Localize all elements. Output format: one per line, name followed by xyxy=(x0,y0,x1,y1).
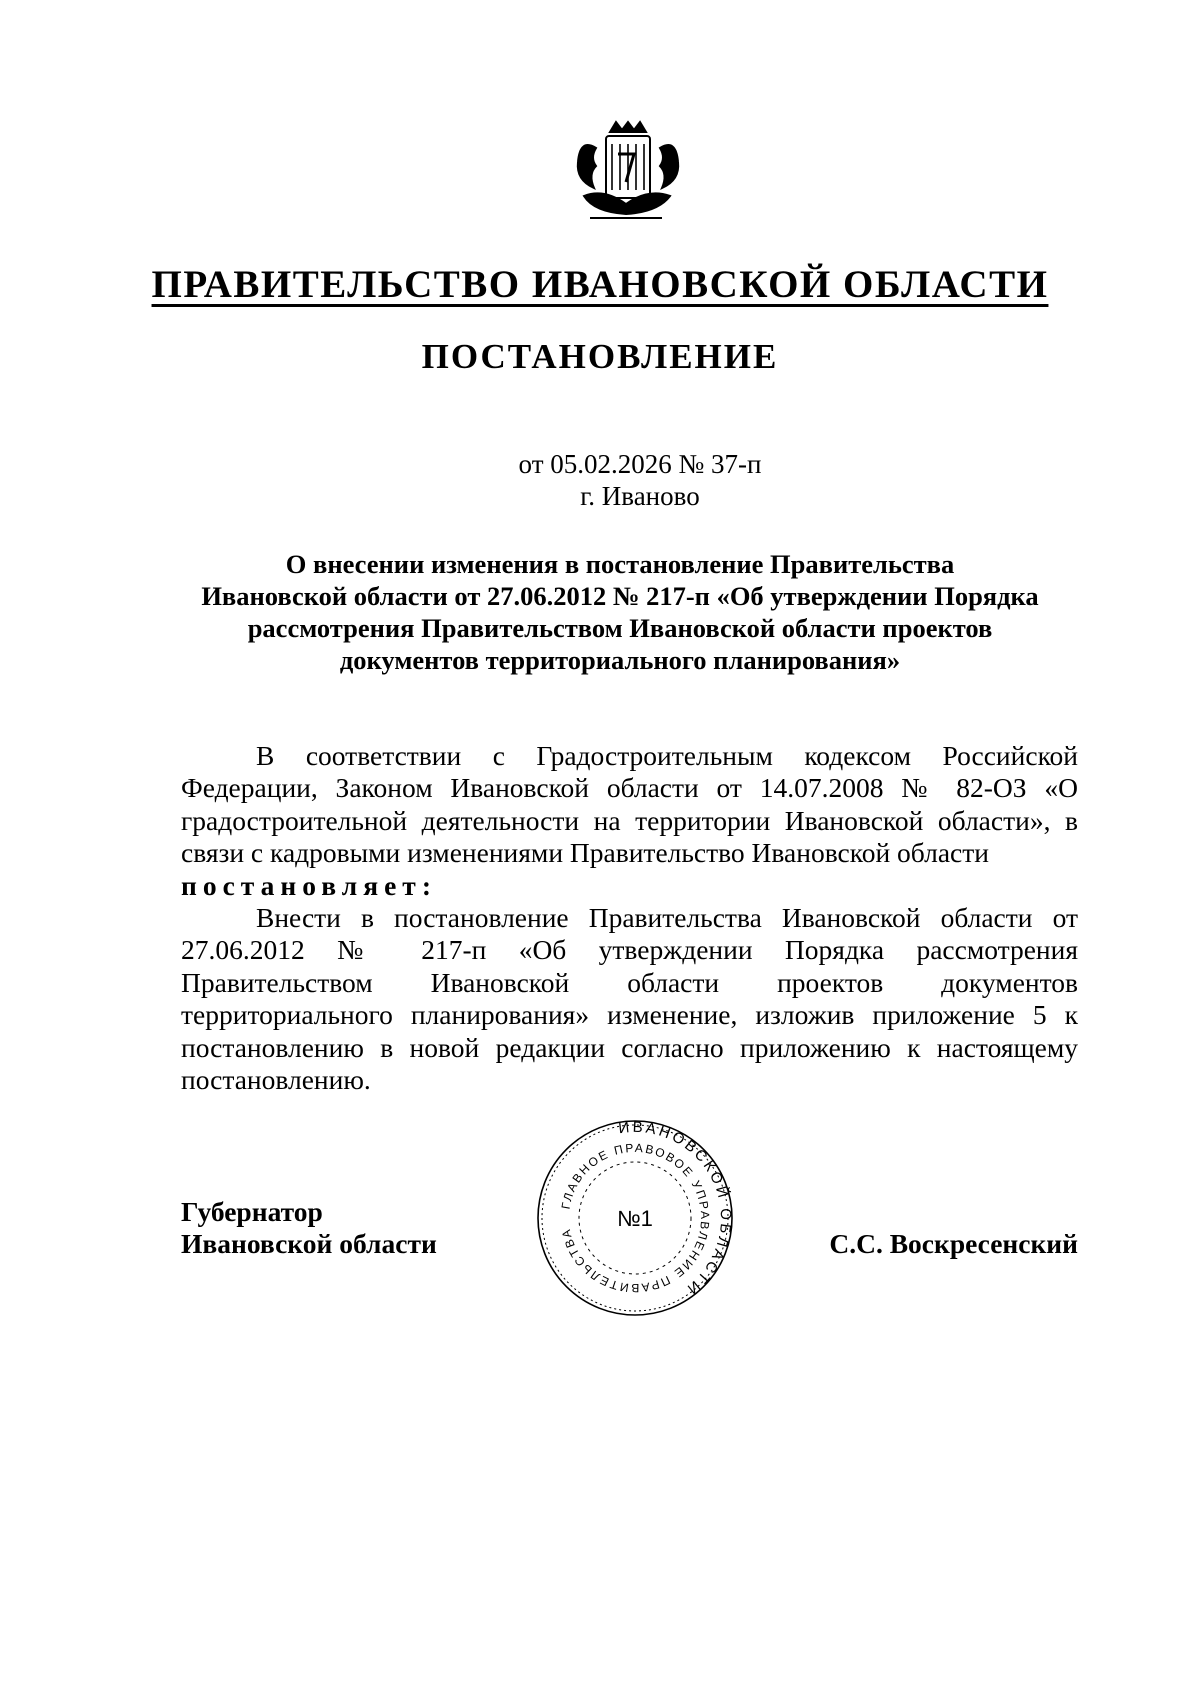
stamp-number: №1 xyxy=(617,1206,653,1231)
document-type: ПОСТАНОВЛЕНИЕ xyxy=(421,337,779,376)
subject-line: рассмотрения Правительством Ивановской области проектов xyxy=(247,613,993,643)
decree-word: постановляет: xyxy=(181,869,437,901)
signer-name: С.С. Воскресенский xyxy=(829,1228,1078,1259)
signer-title-line: Ивановской области xyxy=(181,1228,437,1259)
document-date-number: от 05.02.2026 № 37-п xyxy=(518,449,762,479)
document-subject xyxy=(160,548,1080,676)
resolution-paragraph: Внести в постановление Правительства Ивановской области от 27.06.2012 № 217-п «Об утверждении Порядка рассмотрения Правительством Ивановской области проектов документов территориального планирования» изменение, изложив приложение 5 к постановлению в новой редакции согласно приложению к настоящему постановлению. xyxy=(181,902,1078,1096)
government-title-text: ПРАВИТЕЛЬСТВО ИВАНОВСКОЙ ОБЛАСТИ xyxy=(151,263,1049,306)
preamble-paragraph xyxy=(181,740,1078,902)
subject-line: документов территориального планирования» xyxy=(339,645,901,675)
document-body xyxy=(181,740,1078,1096)
coat-of-arms-icon xyxy=(560,118,686,226)
official-seal-icon xyxy=(535,1118,735,1318)
stamp-inner-text: ГЛАВНОЕ ПРАВОВОЕ УПРАВЛЕНИЕ ПРАВИТЕЛЬСТВА xyxy=(558,1140,713,1296)
signer-title xyxy=(181,1196,437,1260)
government-title xyxy=(0,262,1200,307)
preamble-text: В соответствии с Градостроительным кодексом Российской Федерации, Законом Ивановской области от 14.07.2008 № 82-ОЗ «О градостроительной деятельности на территории Ивановской области», в связи с кадровыми изменениями Правительство Ивановской области xyxy=(181,740,1078,869)
document-city: г. Иваново xyxy=(580,481,700,511)
subject-line: О внесении изменения в постановление Правительства xyxy=(285,549,955,579)
subject-line: Ивановской области от 27.06.2012 № 217-п «Об утверждении Порядка xyxy=(201,581,1039,611)
signer-title-line: Губернатор xyxy=(181,1196,323,1227)
stamp-outer-text: ИВАНОВСКОЙ ОБЛАСТИ xyxy=(617,1118,735,1299)
